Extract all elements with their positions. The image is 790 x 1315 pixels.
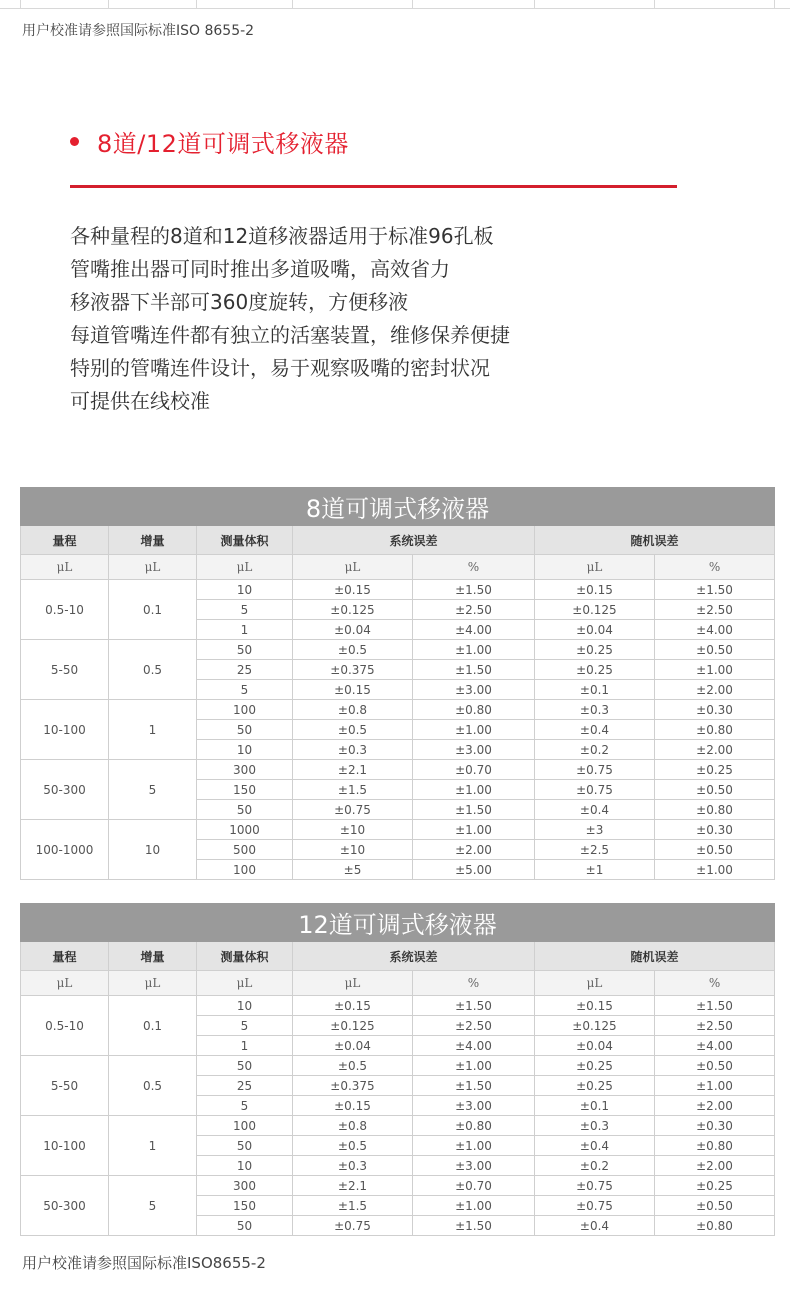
random-pct-cell: ±1.50 [655,580,775,600]
random-ul-cell: ±0.04 [535,620,655,640]
random-ul-cell: ±0.125 [535,600,655,620]
random-pct-cell: ±4.00 [655,1036,775,1056]
random-pct-cell: ±1.00 [655,860,775,880]
table-row [21,1176,775,1196]
random-pct-cell: ±0.80 [655,800,775,820]
random-pct-cell: ±2.00 [655,740,775,760]
random-pct-cell: ±1.00 [655,1076,775,1096]
systematic-pct-cell: ±1.00 [413,640,535,660]
systematic-pct-cell: ±2.00 [413,840,535,860]
random-ul-cell: ±0.2 [535,740,655,760]
volume-cell: 300 [197,1176,293,1196]
range-cell: 50-300 [21,1176,109,1236]
volume-cell: 100 [197,1116,293,1136]
feature-item: 特别的管嘴连件设计，易于观察吸嘴的密封状况 [70,356,490,380]
feature-item: 管嘴推出器可同时推出多道吸嘴，高效省力 [70,257,450,281]
random-pct-cell: ±0.80 [655,1136,775,1156]
table-row [21,1116,775,1136]
volume-cell: 100 [197,700,293,720]
volume-cell: 150 [197,1196,293,1216]
random-pct-cell: ±0.50 [655,780,775,800]
unit-cell: μL [293,971,413,996]
table-title: 12道可调式移液器 [21,904,775,942]
top-calibration-note: 用户校准请参照国际标准ISO 8655-2 [22,23,255,39]
increment-cell: 1 [109,700,197,760]
random-ul-cell: ±0.25 [535,1076,655,1096]
volume-cell: 50 [197,1216,293,1236]
random-ul-cell: ±0.4 [535,1136,655,1156]
systematic-pct-cell: ±1.50 [413,800,535,820]
random-ul-cell: ±0.1 [535,1096,655,1116]
table-row [21,760,775,780]
random-ul-cell: ±3 [535,820,655,840]
volume-cell: 5 [197,680,293,700]
systematic-pct-cell: ±0.80 [413,1116,535,1136]
volume-cell: 25 [197,1076,293,1096]
systematic-ul-cell: ±0.8 [293,700,413,720]
random-ul-cell: ±0.15 [535,580,655,600]
col-header-volume: 测量体积 [197,526,293,555]
range-cell: 100-1000 [21,820,109,880]
systematic-ul-cell: ±0.125 [293,1016,413,1036]
systematic-ul-cell: ±0.15 [293,996,413,1016]
col-header-random-error: 随机误差 [535,526,775,555]
systematic-pct-cell: ±4.00 [413,620,535,640]
random-pct-cell: ±2.50 [655,600,775,620]
systematic-pct-cell: ±0.70 [413,1176,535,1196]
range-cell: 0.5-10 [21,580,109,640]
bottom-calibration-note: 用户校准请参照国际标准ISO8655-2 [22,1254,266,1272]
systematic-ul-cell: ±0.5 [293,640,413,660]
bullet-dot-icon [70,137,79,146]
unit-cell: μL [293,555,413,580]
systematic-pct-cell: ±3.00 [413,1156,535,1176]
systematic-ul-cell: ±0.375 [293,1076,413,1096]
unit-cell: μL [535,555,655,580]
increment-cell: 1 [109,1116,197,1176]
systematic-pct-cell: ±0.70 [413,760,535,780]
random-ul-cell: ±0.25 [535,1056,655,1076]
random-ul-cell: ±0.75 [535,1176,655,1196]
volume-cell: 5 [197,1096,293,1116]
unit-cell: % [413,971,535,996]
systematic-pct-cell: ±4.00 [413,1036,535,1056]
systematic-pct-cell: ±3.00 [413,1096,535,1116]
random-ul-cell: ±0.4 [535,720,655,740]
random-ul-cell: ±0.25 [535,640,655,660]
systematic-ul-cell: ±5 [293,860,413,880]
volume-cell: 500 [197,840,293,860]
systematic-ul-cell: ±0.75 [293,800,413,820]
systematic-pct-cell: ±1.50 [413,580,535,600]
volume-cell: 25 [197,660,293,680]
table-row [21,700,775,720]
systematic-ul-cell: ±1.5 [293,780,413,800]
systematic-pct-cell: ±0.80 [413,700,535,720]
systematic-ul-cell: ±0.125 [293,600,413,620]
systematic-ul-cell: ±0.04 [293,1036,413,1056]
random-pct-cell: ±0.80 [655,720,775,740]
random-pct-cell: ±1.00 [655,660,775,680]
systematic-pct-cell: ±5.00 [413,860,535,880]
systematic-pct-cell: ±1.00 [413,1056,535,1076]
systematic-ul-cell: ±2.1 [293,760,413,780]
systematic-pct-cell: ±1.00 [413,820,535,840]
random-pct-cell: ±0.30 [655,700,775,720]
random-pct-cell: ±0.30 [655,1116,775,1136]
systematic-pct-cell: ±2.50 [413,1016,535,1036]
increment-cell: 10 [109,820,197,880]
random-pct-cell: ±2.50 [655,1016,775,1036]
feature-item: 每道管嘴连件都有独立的活塞装置，维修保养便捷 [70,323,510,347]
random-ul-cell: ±2.5 [535,840,655,860]
systematic-pct-cell: ±1.50 [413,1216,535,1236]
random-ul-cell: ±0.4 [535,1216,655,1236]
random-ul-cell: ±0.15 [535,996,655,1016]
col-header-volume: 测量体积 [197,942,293,971]
random-ul-cell: ±0.2 [535,1156,655,1176]
systematic-pct-cell: ±1.00 [413,1136,535,1156]
feature-item: 各种量程的8道和12道移液器适用于标准96孔板 [70,224,494,248]
systematic-pct-cell: ±3.00 [413,680,535,700]
random-pct-cell: ±0.50 [655,1056,775,1076]
heading-underline [70,185,677,188]
random-pct-cell: ±0.25 [655,1176,775,1196]
volume-cell: 1000 [197,820,293,840]
systematic-pct-cell: ±3.00 [413,740,535,760]
range-cell: 10-100 [21,700,109,760]
volume-cell: 10 [197,740,293,760]
section-heading [70,124,349,159]
unit-cell: % [413,555,535,580]
random-ul-cell: ±0.1 [535,680,655,700]
increment-cell: 5 [109,760,197,820]
increment-cell: 0.5 [109,640,197,700]
random-ul-cell: ±0.25 [535,660,655,680]
systematic-ul-cell: ±0.3 [293,1156,413,1176]
increment-cell: 5 [109,1176,197,1236]
table-body [21,996,775,1236]
systematic-ul-cell: ±0.3 [293,740,413,760]
table-row [21,580,775,600]
col-header-systematic-error: 系统误差 [293,526,535,555]
volume-cell: 50 [197,800,293,820]
table-row [21,1056,775,1076]
table-title: 8道可调式移液器 [21,488,775,526]
volume-cell: 5 [197,1016,293,1036]
table-row [21,996,775,1016]
unit-cell: % [655,555,775,580]
unit-cell: μL [109,555,197,580]
volume-cell: 50 [197,720,293,740]
random-pct-cell: ±1.50 [655,996,775,1016]
random-pct-cell: ±0.80 [655,1216,775,1236]
systematic-pct-cell: ±1.50 [413,660,535,680]
random-ul-cell: ±1 [535,860,655,880]
systematic-ul-cell: ±0.8 [293,1116,413,1136]
unit-cell: μL [21,555,109,580]
systematic-ul-cell: ±0.15 [293,580,413,600]
random-ul-cell: ±0.3 [535,700,655,720]
range-cell: 10-100 [21,1116,109,1176]
random-pct-cell: ±2.00 [655,1156,775,1176]
unit-cell: % [655,971,775,996]
systematic-ul-cell: ±2.1 [293,1176,413,1196]
unit-cell: μL [21,971,109,996]
systematic-pct-cell: ±1.50 [413,996,535,1016]
volume-cell: 5 [197,600,293,620]
systematic-pct-cell: ±1.00 [413,720,535,740]
increment-cell: 0.1 [109,580,197,640]
col-header-systematic-error: 系统误差 [293,942,535,971]
systematic-pct-cell: ±1.00 [413,780,535,800]
systematic-pct-cell: ±2.50 [413,600,535,620]
volume-cell: 10 [197,996,293,1016]
random-ul-cell: ±0.4 [535,800,655,820]
systematic-ul-cell: ±0.15 [293,1096,413,1116]
systematic-ul-cell: ±0.15 [293,680,413,700]
col-header-random-error: 随机误差 [535,942,775,971]
random-ul-cell: ±0.75 [535,1196,655,1216]
volume-cell: 1 [197,1036,293,1056]
random-ul-cell: ±0.75 [535,760,655,780]
section-title: 8道/12道可调式移液器 [97,130,349,158]
col-header-range: 量程 [21,942,109,971]
col-header-range: 量程 [21,526,109,555]
volume-cell: 10 [197,1156,293,1176]
unit-cell: μL [197,971,293,996]
unit-cell: μL [109,971,197,996]
systematic-ul-cell: ±0.75 [293,1216,413,1236]
random-pct-cell: ±0.50 [655,840,775,860]
table-row [21,820,775,840]
random-pct-cell: ±0.50 [655,640,775,660]
volume-cell: 1 [197,620,293,640]
random-pct-cell: ±2.00 [655,680,775,700]
systematic-ul-cell: ±1.5 [293,1196,413,1216]
range-cell: 5-50 [21,1056,109,1116]
random-ul-cell: ±0.75 [535,780,655,800]
range-cell: 5-50 [21,640,109,700]
top-table-border [0,0,790,9]
spec-table-8-channel [20,487,775,880]
table-body [21,580,775,880]
feature-item: 移液器下半部可360度旋转，方便移液 [70,290,409,314]
volume-cell: 100 [197,860,293,880]
feature-item: 可提供在线校准 [70,389,210,413]
systematic-ul-cell: ±0.04 [293,620,413,640]
volume-cell: 300 [197,760,293,780]
col-header-increment: 增量 [109,942,197,971]
random-pct-cell: ±0.30 [655,820,775,840]
systematic-ul-cell: ±0.5 [293,1136,413,1156]
random-pct-cell: ±0.25 [655,760,775,780]
increment-cell: 0.5 [109,1056,197,1116]
systematic-ul-cell: ±10 [293,820,413,840]
volume-cell: 150 [197,780,293,800]
random-pct-cell: ±2.00 [655,1096,775,1116]
systematic-ul-cell: ±0.5 [293,720,413,740]
random-ul-cell: ±0.04 [535,1036,655,1056]
table-row [21,640,775,660]
systematic-ul-cell: ±10 [293,840,413,860]
unit-cell: μL [535,971,655,996]
unit-cell: μL [197,555,293,580]
systematic-ul-cell: ±0.375 [293,660,413,680]
volume-cell: 50 [197,640,293,660]
random-ul-cell: ±0.125 [535,1016,655,1036]
increment-cell: 0.1 [109,996,197,1056]
systematic-pct-cell: ±1.50 [413,1076,535,1096]
random-pct-cell: ±4.00 [655,620,775,640]
systematic-pct-cell: ±1.00 [413,1196,535,1216]
random-pct-cell: ±0.50 [655,1196,775,1216]
feature-list [70,220,510,418]
volume-cell: 50 [197,1136,293,1156]
col-header-increment: 增量 [109,526,197,555]
systematic-ul-cell: ±0.5 [293,1056,413,1076]
range-cell: 50-300 [21,760,109,820]
spec-table-12-channel [20,903,775,1236]
volume-cell: 50 [197,1056,293,1076]
random-ul-cell: ±0.3 [535,1116,655,1136]
range-cell: 0.5-10 [21,996,109,1056]
volume-cell: 10 [197,580,293,600]
